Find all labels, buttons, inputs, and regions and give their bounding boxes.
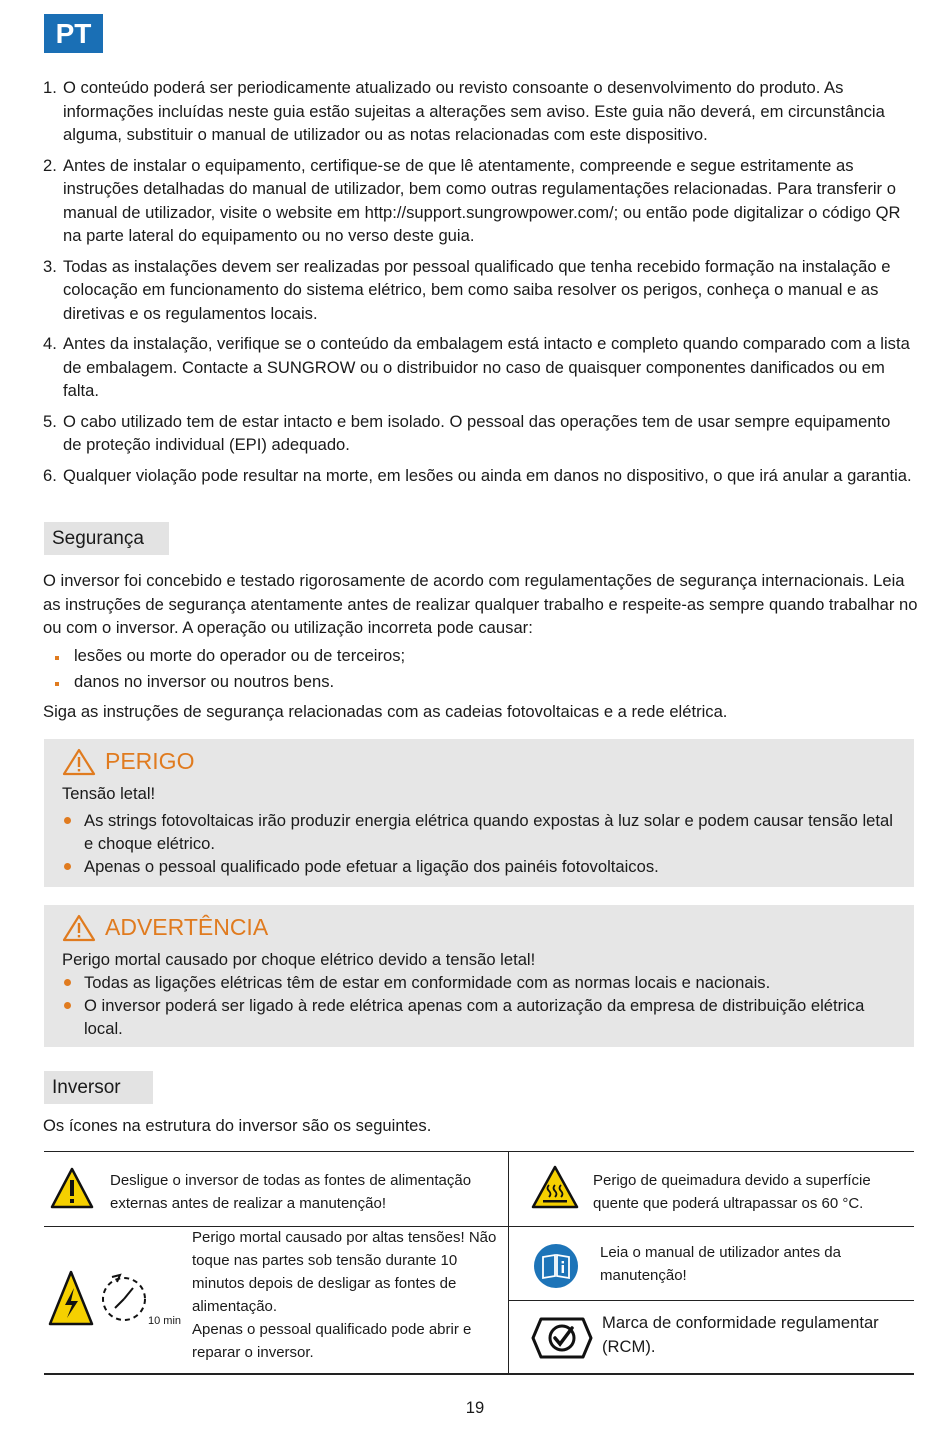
safety-heading: Segurança	[44, 522, 169, 555]
table-cell-hot-surface: Perigo de queimadura devido a superfície quente que poderá ultrapassar os 60 °C.	[509, 1152, 914, 1226]
table-cell-high-voltage: 10 min Perigo mortal causado por altas tensões! Não toque nas partes sob tensão durante 10 minutos depois de desligar as fontes de alimentação. Apenas o pessoal qualificado pode abrir e reparar o inversor.	[44, 1227, 508, 1373]
bullet-dot-icon	[64, 863, 71, 870]
list-item: O inversor poderá ser ligado à rede elétrica apenas com a autorização da empresa de distribuição elétrica local.	[62, 994, 896, 1040]
icon-table	[44, 1151, 914, 1375]
high-voltage-icon	[48, 1270, 94, 1326]
table-cell-disconnect: Desligue o inversor de todas as fontes de alimentação externas antes de realizar a manutenção!	[44, 1152, 508, 1226]
timer-icon	[100, 1269, 150, 1325]
danger-subtitle: Tensão letal!	[62, 784, 156, 803]
list-item: Todas as ligações elétricas têm de estar em conformidade com as normas locais e nacionais.	[62, 971, 896, 994]
bullet-dot-icon	[64, 817, 71, 824]
warning-triangle-icon	[62, 748, 96, 776]
warning-subtitle: Perigo mortal causado por choque elétrico devido a tensão letal!	[62, 950, 536, 969]
warning-box	[44, 905, 914, 1047]
list-item: 5. O cabo utilizado tem de estar intacto e bem isolado. O pessoal das operações tem de usar sempre equipamento de proteção individual (EPI) adequado.	[43, 411, 891, 454]
table-cell-read-manual: Leia o manual de utilizador antes da manutenção!	[509, 1227, 914, 1300]
timer-label: 10 min	[148, 1315, 182, 1327]
danger-bullets	[62, 809, 896, 878]
bullet-dot-icon	[64, 1002, 71, 1009]
language-badge: PT	[44, 14, 103, 53]
safety-closing: Siga as instruções de segurança relacionadas com as cadeias fotovoltaicas e a rede elétrica.	[43, 702, 728, 721]
danger-title: PERIGO	[62, 745, 896, 778]
safety-bullet-list	[43, 643, 405, 695]
square-bullet-icon	[55, 682, 59, 686]
danger-box	[44, 739, 914, 887]
list-item: 3. Todas as instalações devem ser realizadas por pessoal qualificado que tenha recebido formação na instalação e colocação em funcionamento do sistema elétrico, bem como saiba resolver os perigos, conheça o manual e as diretivas e os regulamentos locais.	[43, 256, 891, 323]
inverter-heading: Inversor	[44, 1071, 153, 1104]
square-bullet-icon	[55, 656, 59, 660]
list-item: lesões ou morte do operador ou de terceiros;	[43, 643, 405, 669]
page-number: 19	[465, 1398, 485, 1417]
intro-list	[43, 76, 913, 494]
list-item: As strings fotovoltaicas irão produzir energia elétrica quando expostas à luz solar e podem causar tensão letal e choque elétrico.	[62, 809, 896, 855]
list-item: 6. Qualquer violação pode resultar na morte, em lesões ou ainda em danos no dispositivo, o que irá anular a garantia.	[43, 465, 912, 485]
table-cell-rcm: Marca de conformidade regulamentar (RCM).	[509, 1301, 914, 1373]
hot-surface-icon	[531, 1165, 579, 1209]
list-item: 2. Antes de instalar o equipamento, certifique-se de que lê atentamente, compreende e segue estritamente as instruções detalhadas do manual de utilizador, bem como outras regulamentações relacionadas. Para transferir o manual de utilizador, visite o website em http://support.sungrowpower.com/; ou então pode digitalizar o código QR na parte lateral do equipamento ou no verso deste guia.	[43, 155, 901, 245]
warning-bullets	[62, 971, 896, 1040]
warning-triangle-icon	[62, 914, 96, 942]
warning-title: ADVERTÊNCIA	[62, 911, 896, 944]
list-item: Apenas o pessoal qualificado pode efetuar a ligação dos painéis fotovoltaicos.	[62, 855, 896, 878]
inverter-intro: Os ícones na estrutura do inversor são os seguintes.	[43, 1116, 432, 1135]
read-manual-icon	[533, 1243, 579, 1289]
safety-paragraph: O inversor foi concebido e testado rigorosamente de acordo com regulamentações de segurança internacionais. Leia as instruções de segurança atentamente antes de realizar qualquer trabalho e respeite-as sempre quando trabalhar no ou com o inversor. A operação ou utilização incorreta pode causar:	[43, 571, 918, 637]
rcm-mark-icon	[531, 1313, 593, 1363]
general-warning-icon	[50, 1167, 94, 1209]
list-item: 4. Antes da instalação, verifique se o conteúdo da embalagem está intacto e completo quando comparado com a lista de embalagem. Contacte a SUNGROW ou o distribuidor no caso de quaisquer componentes danificados ou em falta.	[43, 334, 910, 400]
bullet-dot-icon	[64, 979, 71, 986]
list-item: 1. O conteúdo poderá ser periodicamente atualizado ou revisto consoante o desenvolvimento do produto. As informações incluídas neste guia estão sujeitas a alterações sem aviso. Este guia não deverá, em circunstância alguma, substituir o manual de utilizador ou as notas relacionadas com este dispositivo.	[43, 78, 885, 144]
list-item: danos no inversor ou noutros bens.	[43, 669, 405, 695]
